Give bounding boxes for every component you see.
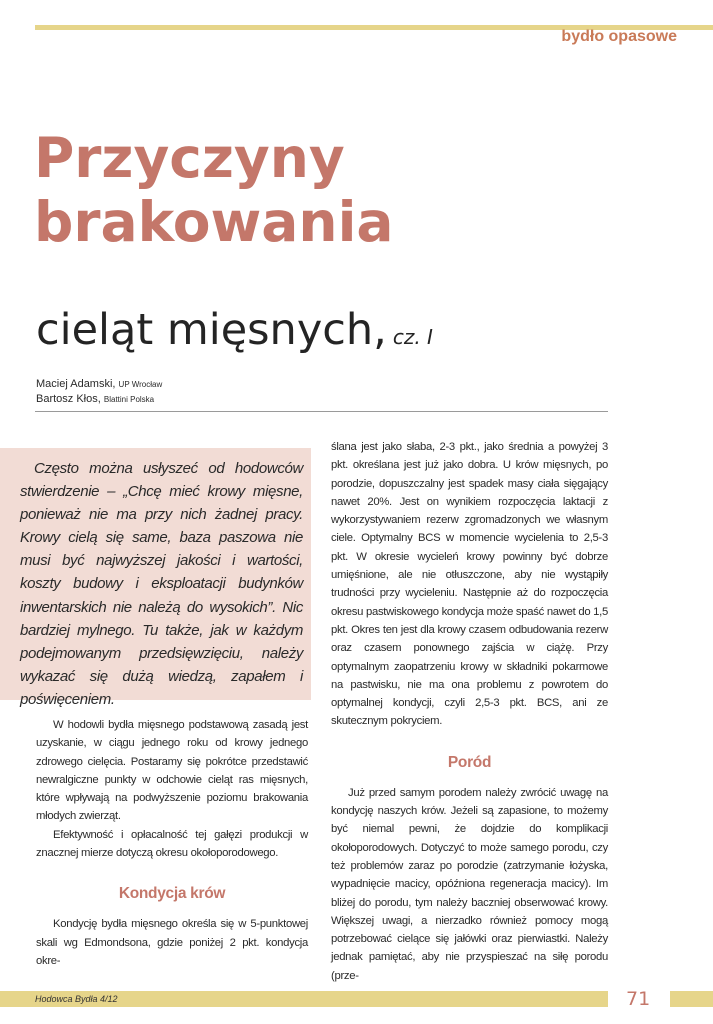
left-column xyxy=(36,716,308,970)
section-heading-kondycja: Kondycja krów xyxy=(118,885,226,903)
section-heading-porod: Poród xyxy=(447,753,492,771)
author-name: Bartosz Kłos, xyxy=(36,393,101,405)
body-paragraph: Już przed samym porodem należy zwrócić uwagę na kondycję naszych krów. Jeżeli są zapasione, to możemy być niemal pewni, że dojdzie do komplikacji okołoporodowych. Dotyczyć to może samego porodu, czy też problemów zaraz po porodzie (zatrzymanie łożyska, wypadnięcie macicy, opóźniona regeneracja macicy). Im bliżej do porodu, tym należy baczniej obserwować krowy. Większej uwagi, a nierzadko również pomocy mogą potrzebować cielące się jałówki oraz pierwiastki. Należy jednak pamiętać, aby nie przyspieszać na siłę porodu (prze- xyxy=(331,786,608,982)
body-paragraph: W hodowli bydła mięsnego podstawową zasadą jest uzyskanie, w ciągu jednego roku od krowy jednego zdrowego cielęcia. Postaramy się pokrótce przedstawić newralgiczne punkty w odchowie cieląt ras mięsnych, które wpływają na podwyższenie poziomu brakowania młodych zwierząt. xyxy=(36,719,308,823)
author-affiliation: UP Wrocław xyxy=(118,380,163,389)
author-entry xyxy=(36,392,162,407)
author-affiliation: Blattini Polska xyxy=(103,395,155,404)
title-line-2: brakowania xyxy=(34,190,394,254)
section-tag: bydło opasowe xyxy=(561,28,677,45)
lead-paragraph: Często można usłyszeć od hodowców stwierdzenie – „Chcę mieć krowy mięsne, ponieważ nie ma przy nich żadnej pracy. Krowy cielą się same, baza paszowa nie musi być najwyższej jakości i wartości, koszty budowy i eksploatacji budynków inwentarskich nie należą do wysokich”. Nic bardziej mylnego. Tu także, jak w każdym podejmowanym przedsięwzięciu, należy wykazać się dużą wiedzą, zapałem i poświęceniem. xyxy=(20,460,303,708)
footer-bar-right xyxy=(670,991,713,1007)
body-paragraph: Efektywność i opłacalność tej gałęzi produkcji w znacznej mierze dotyczą okresu okołoporodowego. xyxy=(36,828,308,860)
title-line-1: Przyczyny xyxy=(34,126,345,190)
subtitle-text: cieląt mięsnych, xyxy=(36,305,387,355)
footer-publication: Hodowca Bydła 4/12 xyxy=(35,994,118,1004)
right-column xyxy=(331,438,608,985)
header-divider xyxy=(35,411,608,412)
part-label: cz. I xyxy=(392,325,433,349)
article-title xyxy=(34,126,394,254)
page-number: 71 xyxy=(626,988,651,1010)
article-subtitle xyxy=(36,302,433,365)
body-paragraph: ślana jest jako słaba, 2-3 pkt., jako średnia a powyżej 3 pkt. określana jest już jako dobra. U krów mięsnych, po porodzie, dopuszczalny jest spadek masy ciała sięgający nawet 20%. Jest on wynikiem rozpoczęcia laktacji z wykorzystywaniem rezerw zgromadzonych we własnym ciele. Optymalny BCS w momencie wycielenia to 2,5-3 pkt. W okresie wycieleń krowy powinny być dobrze umięśnione, ale nie otłuszczone, aby nie wystąpiły trudności przy wycieleniu. Następnie aż do rozpoczęcia okresu pastwiskowego kondycja może spaść nawet do 1,5 pkt. Okres ten jest dla krowy czasem odbudowania rezerw oraz czasem ponownego zajścia w ciążę. Przy optymalnym zaopatrzeniu krowy w składniki pokarmowe na pastwisku, nie ma ona problemu z powrotem do optymalnej kondycji, czyli 2,5-3 pkt. BCS, ani ze skutecznym pokryciem. xyxy=(331,441,608,728)
author-list xyxy=(36,377,162,407)
body-paragraph: Kondycję bydła mięsnego określa się w 5-punktowej skali wg Edmondsona, gdzie poniżej 2 pkt. kondycja okre- xyxy=(36,918,308,967)
author-entry xyxy=(36,377,162,392)
lead-box xyxy=(0,448,311,708)
author-name: Maciej Adamski, xyxy=(36,378,116,390)
